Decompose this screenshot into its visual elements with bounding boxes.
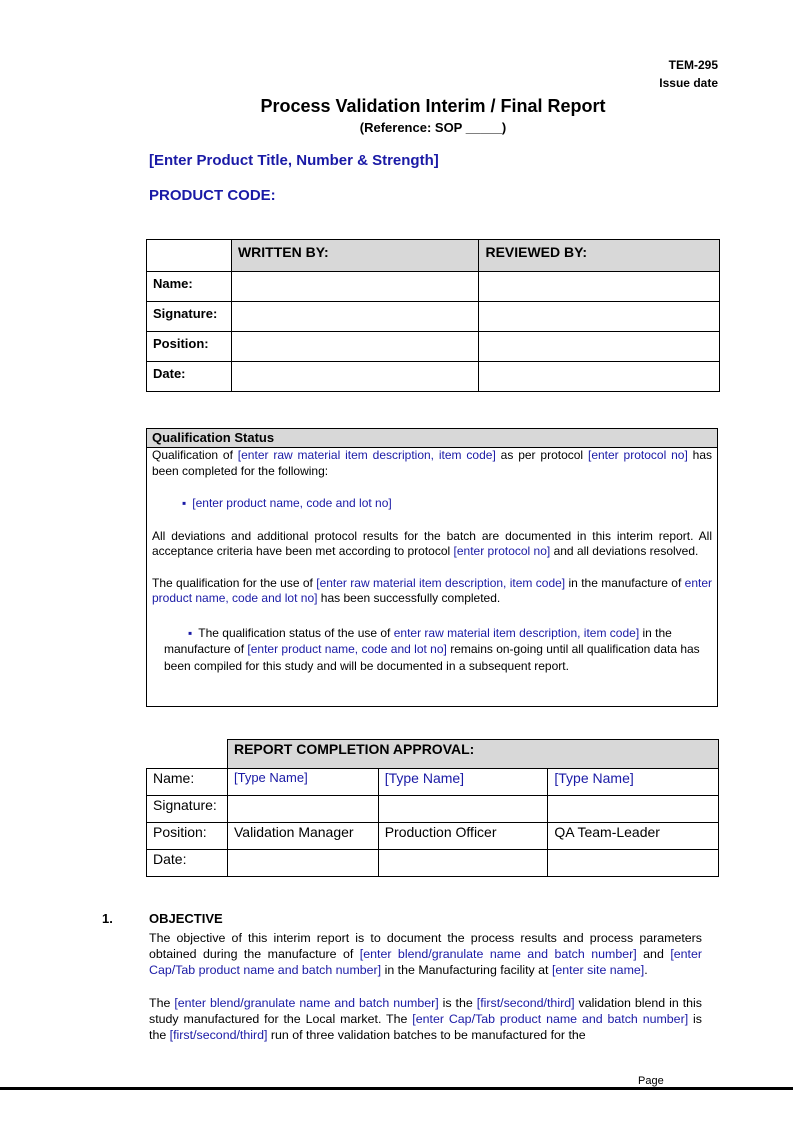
approval-signature-3[interactable] — [548, 796, 719, 823]
row-label-signature: Signature: — [147, 302, 232, 332]
qualification-heading: Qualification Status — [147, 429, 717, 448]
approval-date-1[interactable] — [227, 850, 378, 877]
issue-date: Issue date — [659, 76, 718, 90]
written-position-cell[interactable] — [231, 332, 478, 362]
product-placeholder[interactable]: [enter product name, code and lot no] — [192, 496, 392, 510]
bullet-icon: ▪ — [188, 625, 193, 640]
approval-date-2[interactable] — [378, 850, 548, 877]
qualification-bullet-1 — [152, 496, 712, 512]
reviewed-name-cell[interactable] — [479, 272, 720, 302]
product-batch-placeholder[interactable]: [enter Cap/Tab product name and batch number] — [149, 947, 702, 978]
product-placeholder-3[interactable]: [enter product name, code and lot no] — [247, 642, 447, 656]
written-name-cell[interactable] — [231, 272, 478, 302]
approval-label-position: Position: — [147, 823, 228, 850]
product-title[interactable]: [Enter Product Title, Number & Strength] — [149, 152, 439, 169]
page-title: Process Validation Interim / Final Report — [260, 96, 606, 116]
blend-placeholder[interactable]: [enter blend/granulate name and batch number] — [359, 947, 637, 962]
reviewed-by-header: REVIEWED BY: — [479, 240, 720, 272]
written-by-header: WRITTEN BY: — [231, 240, 478, 272]
raw-material-placeholder-3[interactable]: enter raw material item description, item code] — [393, 625, 640, 640]
ordinal-placeholder-2[interactable]: [first/second/third] — [169, 1028, 268, 1043]
approval-name-2[interactable]: [Type Name] — [378, 769, 548, 796]
product-batch-placeholder-2[interactable]: [enter Cap/Tab product name and batch number] — [412, 1011, 689, 1026]
approval-name-1[interactable]: [Type Name] — [227, 769, 378, 796]
corner-cell — [147, 740, 228, 769]
reviewed-date-cell[interactable] — [479, 362, 720, 392]
page-label: Page — [638, 1075, 664, 1087]
row-label-date: Date: — [147, 362, 232, 392]
approval-position-3: QA Team-Leader — [548, 823, 719, 850]
section-heading: OBJECTIVE — [149, 911, 223, 926]
qualification-bullet-2: ▪ The qualification status of the use of enter raw material item description, item code] in the manufacture of [enter product name, code and lot no] remains on-going until all qualification data has been compiled for this study and will be documented in a subsequent report. — [164, 625, 700, 673]
footer-rule — [0, 1087, 793, 1090]
approval-signature-1[interactable] — [227, 796, 378, 823]
approval-name-3[interactable]: [Type Name] — [548, 769, 719, 796]
signature-table — [146, 239, 720, 392]
objective-paragraph-2: The [enter blend/granulate name and batch number] is the [first/second/third] validation blend in this study manufactured for the Local market. The [enter Cap/Tab product name and batch number] is the [first/second/third] run of three validation batches to be manufactured for the — [149, 995, 702, 1043]
raw-material-placeholder-2[interactable]: [enter raw material item description, item code] — [316, 575, 566, 590]
product-code-label: PRODUCT CODE: — [149, 187, 276, 204]
row-label-position: Position: — [147, 332, 232, 362]
written-date-cell[interactable] — [231, 362, 478, 392]
raw-material-placeholder[interactable]: [enter raw material item description, item code] — [237, 448, 496, 462]
approval-label-signature: Signature: — [147, 796, 228, 823]
reviewed-position-cell[interactable] — [479, 332, 720, 362]
bullet-icon: ▪ — [182, 496, 187, 510]
qualification-paragraph-1: Qualification of [enter raw material item description, item code] as per protocol [enter protocol no] has been completed for the following: — [152, 448, 713, 478]
approval-label-name: Name: — [147, 769, 228, 796]
product-placeholder-2[interactable]: enter product name, code and lot no] — [152, 575, 713, 605]
approval-position-2: Production Officer — [378, 823, 548, 850]
approval-table — [146, 739, 719, 877]
doc-number: TEM-295 — [668, 58, 718, 72]
approval-heading: REPORT COMPLETION APPROVAL: — [227, 740, 718, 769]
written-signature-cell[interactable] — [231, 302, 478, 332]
protocol-placeholder-2[interactable]: [enter protocol no] — [453, 544, 551, 558]
approval-label-date: Date: — [147, 850, 228, 877]
site-placeholder[interactable]: [enter site name] — [551, 963, 645, 978]
ordinal-placeholder[interactable]: [first/second/third] — [476, 995, 575, 1010]
objective-paragraph-1: The objective of this interim report is to document the process results and process parameters obtained during the manufacture of [enter blend/granulate name and batch number] and [enter Cap/Tab product name and batch number] in the Manufacturing facility at [enter site name]. — [149, 931, 702, 978]
approval-signature-2[interactable] — [378, 796, 548, 823]
qualification-status-box — [146, 428, 718, 707]
protocol-placeholder[interactable]: [enter protocol no] — [587, 448, 688, 462]
blend-placeholder-2[interactable]: [enter blend/granulate name and batch number] — [174, 995, 439, 1010]
objective-body — [149, 930, 702, 1059]
qualification-paragraph-3: The qualification for the use of [enter raw material item description, item code] in the manufacture of enter product name, code and lot no] has been successfully completed. — [152, 575, 713, 605]
section-number: 1. — [102, 911, 113, 926]
row-label-name: Name: — [147, 272, 232, 302]
approval-position-1: Validation Manager — [227, 823, 378, 850]
reference-line: (Reference: SOP _____) — [359, 120, 507, 135]
corner-cell — [147, 240, 232, 272]
qualification-paragraph-2: All deviations and additional protocol results for the batch are documented in this interim report. All acceptance criteria have been met according to protocol [enter protocol no] and all deviations resolved. — [152, 528, 712, 558]
reviewed-signature-cell[interactable] — [479, 302, 720, 332]
document-header — [659, 56, 718, 92]
approval-date-3[interactable] — [548, 850, 719, 877]
